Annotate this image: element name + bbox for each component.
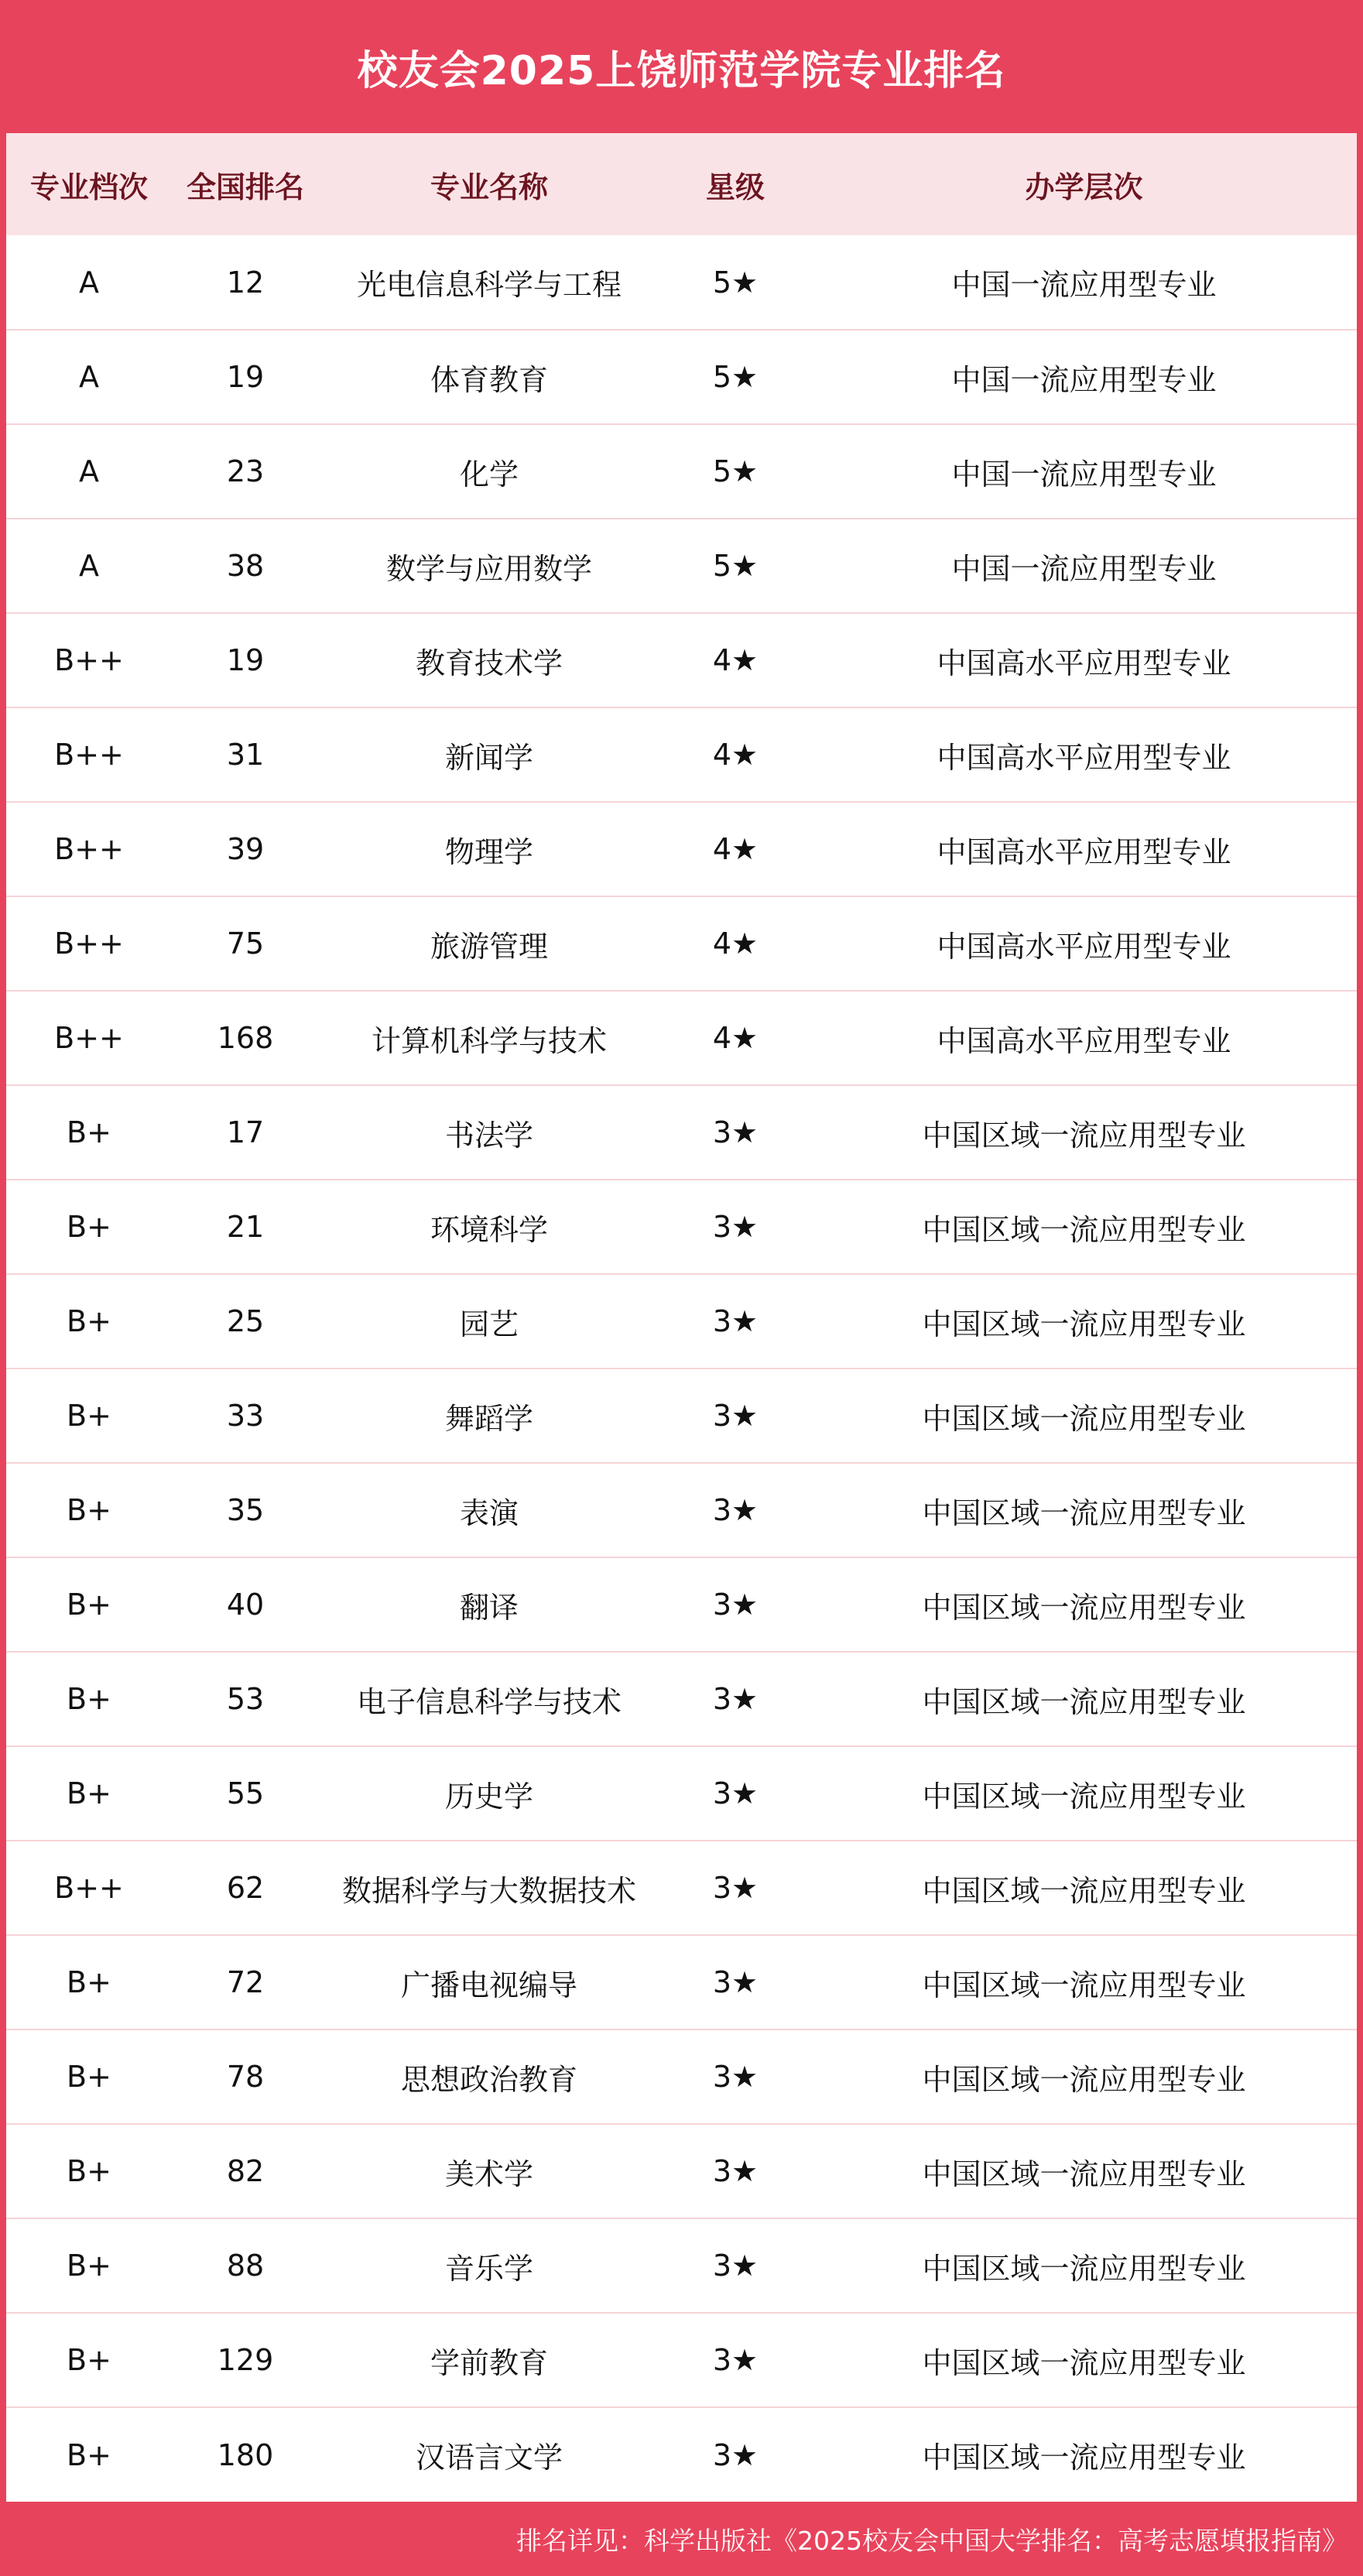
cell-school-level: 中国区域一流应用型专业: [811, 1085, 1357, 1180]
cell-major-grade: A: [79, 265, 99, 300]
cell-major-grade: B++: [6, 991, 172, 1085]
table-row: [6, 802, 1357, 896]
table-row: [6, 707, 1357, 802]
cell-school-level: 中国区域一流应用型专业: [811, 2313, 1357, 2407]
cell-star-level: 5★: [659, 424, 811, 519]
cell-national-rank: 62: [172, 1841, 319, 1935]
cell-national-rank: 25: [172, 1274, 319, 1368]
cell-star-level: 4★: [659, 896, 811, 991]
cell-national-rank: 31: [172, 707, 319, 802]
table-row: [6, 2218, 1357, 2313]
cell-star-level: 5★: [659, 519, 811, 613]
table-row: [6, 2313, 1357, 2407]
cell-school-level: 中国高水平应用型专业: [811, 991, 1357, 1085]
cell-major-name: 体育教育: [319, 330, 659, 424]
cell-school-level: 中国一流应用型专业: [811, 330, 1357, 424]
table-row: [6, 896, 1357, 991]
cell-national-rank: 38: [172, 519, 319, 613]
cell-school-level: 中国区域一流应用型专业: [811, 1180, 1357, 1274]
cell-major-grade: B+: [6, 2313, 172, 2407]
table-row: [6, 1463, 1357, 1557]
cell-national-rank: 39: [172, 802, 319, 896]
cell-school-level: 中国区域一流应用型专业: [811, 1463, 1357, 1557]
cell-major-name: 历史学: [319, 1746, 659, 1841]
table-row: [6, 1557, 1357, 1652]
cell-major-grade: B+: [6, 1085, 172, 1180]
cell-major-name: 广播电视编导: [319, 1935, 659, 2030]
cell-star-level: 5★: [659, 330, 811, 424]
cell-national-rank: 40: [172, 1557, 319, 1652]
table-row: [6, 2407, 1357, 2502]
table-row: [6, 519, 1357, 613]
cell-national-rank: 23: [172, 424, 319, 519]
table-row: [6, 613, 1357, 707]
cell-star-level: 5★: [712, 265, 759, 300]
table-row: [6, 330, 1357, 424]
cell-school-level: 中国区域一流应用型专业: [811, 2218, 1357, 2313]
cell-star-level: 4★: [659, 802, 811, 896]
cell-national-rank: 75: [172, 896, 319, 991]
cell-school-level: 中国高水平应用型专业: [811, 896, 1357, 991]
table-row: [6, 1935, 1357, 2030]
cell-star-level: 3★: [659, 1463, 811, 1557]
cell-major-grade: B+: [6, 1463, 172, 1557]
cell-major-name: 思想政治教育: [319, 2030, 659, 2124]
source-footnote: 排名详见：科学出版社《2025校友会中国大学排名：高考志愿填报指南》: [516, 2525, 1348, 2556]
cell-star-level: 3★: [659, 1274, 811, 1368]
cell-national-rank: 88: [172, 2218, 319, 2313]
table-row: [6, 235, 1357, 330]
cell-school-level: 中国区域一流应用型专业: [811, 1841, 1357, 1935]
cell-major-name: 翻译: [319, 1557, 659, 1652]
header-major-name: 专业名称: [430, 170, 548, 204]
cell-national-rank: 78: [172, 2030, 319, 2124]
cell-major-grade: B+: [6, 1557, 172, 1652]
table-row: [6, 991, 1357, 1085]
cell-school-level: 中国高水平应用型专业: [811, 802, 1357, 896]
cell-major-grade: A: [6, 519, 172, 613]
cell-major-name: 光电信息科学与工程: [356, 268, 622, 302]
cell-major-name: 表演: [319, 1463, 659, 1557]
cell-major-name: 教育技术学: [319, 613, 659, 707]
cell-major-name: 学前教育: [319, 2313, 659, 2407]
cell-national-rank: 72: [172, 1935, 319, 2030]
cell-star-level: 3★: [659, 2407, 811, 2502]
cell-school-level: 中国区域一流应用型专业: [811, 1746, 1357, 1841]
table-row: [6, 1652, 1357, 1746]
cell-national-rank: 53: [172, 1652, 319, 1746]
cell-national-rank: 129: [172, 2313, 319, 2407]
cell-star-level: 3★: [659, 1935, 811, 2030]
cell-major-grade: B+: [6, 2030, 172, 2124]
header-major-grade: 专业档次: [29, 170, 148, 204]
cell-major-grade: B+: [6, 2218, 172, 2313]
cell-star-level: 4★: [659, 707, 811, 802]
table-row: [6, 1180, 1357, 1274]
cell-school-level: 中国区域一流应用型专业: [811, 1557, 1357, 1652]
cell-major-name: 数学与应用数学: [319, 519, 659, 613]
table-row: [6, 1746, 1357, 1841]
cell-major-name: 电子信息科学与技术: [319, 1652, 659, 1746]
ranking-table-panel: [6, 133, 1357, 2502]
cell-major-grade: B+: [6, 1652, 172, 1746]
table-row: [6, 1085, 1357, 1180]
ranking-table: [6, 133, 1357, 2502]
cell-star-level: 3★: [659, 1557, 811, 1652]
cell-major-name: 美术学: [319, 2124, 659, 2218]
table-row: [6, 1274, 1357, 1368]
cell-national-rank: 21: [172, 1180, 319, 1274]
cell-major-grade: B+: [6, 1274, 172, 1368]
cell-school-level: 中国区域一流应用型专业: [811, 1935, 1357, 2030]
cell-major-name: 计算机科学与技术: [319, 991, 659, 1085]
cell-star-level: 3★: [659, 1180, 811, 1274]
table-row: [6, 2030, 1357, 2124]
cell-school-level: 中国一流应用型专业: [811, 519, 1357, 613]
cell-major-grade: B+: [6, 2407, 172, 2502]
cell-school-level: 中国一流应用型专业: [811, 424, 1357, 519]
cell-major-name: 音乐学: [319, 2218, 659, 2313]
cell-major-grade: B++: [6, 896, 172, 991]
cell-major-grade: B+: [6, 1935, 172, 2030]
cell-major-name: 环境科学: [319, 1180, 659, 1274]
cell-star-level: 3★: [659, 1085, 811, 1180]
table-row: [6, 1841, 1357, 1935]
cell-national-rank: 19: [172, 613, 319, 707]
cell-school-level: 中国高水平应用型专业: [811, 613, 1357, 707]
cell-major-name: 汉语言文学: [319, 2407, 659, 2502]
cell-national-rank: 55: [172, 1746, 319, 1841]
table-header-row: [6, 133, 1357, 235]
cell-national-rank: 12: [226, 265, 265, 300]
cell-major-name: 旅游管理: [319, 896, 659, 991]
cell-star-level: 3★: [659, 2030, 811, 2124]
cell-major-name: 新闻学: [319, 707, 659, 802]
cell-school-level: 中国区域一流应用型专业: [811, 2407, 1357, 2502]
cell-star-level: 3★: [659, 1841, 811, 1935]
cell-national-rank: 168: [172, 991, 319, 1085]
cell-school-level: 中国区域一流应用型专业: [811, 1652, 1357, 1746]
cell-national-rank: 35: [172, 1463, 319, 1557]
cell-national-rank: 180: [172, 2407, 319, 2502]
cell-major-name: 舞蹈学: [319, 1368, 659, 1463]
cell-major-grade: B+: [6, 1180, 172, 1274]
cell-national-rank: 19: [172, 330, 319, 424]
cell-school-level: 中国区域一流应用型专业: [811, 2030, 1357, 2124]
page-title: 校友会2025上饶师范学院专业排名: [357, 47, 1006, 94]
cell-star-level: 3★: [659, 2313, 811, 2407]
cell-national-rank: 33: [172, 1368, 319, 1463]
cell-major-grade: B+: [6, 1368, 172, 1463]
cell-star-level: 3★: [659, 1746, 811, 1841]
table-body: [6, 235, 1357, 2502]
cell-school-level: 中国高水平应用型专业: [811, 707, 1357, 802]
cell-major-grade: B+: [6, 1746, 172, 1841]
table-row: [6, 424, 1357, 519]
header-star-level: 星级: [705, 170, 765, 204]
cell-major-name: 书法学: [319, 1085, 659, 1180]
cell-major-name: 园艺: [319, 1274, 659, 1368]
cell-major-grade: B++: [6, 802, 172, 896]
cell-national-rank: 17: [172, 1085, 319, 1180]
cell-major-name: 化学: [319, 424, 659, 519]
cell-school-level: 中国区域一流应用型专业: [811, 2124, 1357, 2218]
cell-major-grade: A: [6, 424, 172, 519]
cell-major-grade: B++: [6, 707, 172, 802]
cell-major-grade: A: [6, 330, 172, 424]
cell-star-level: 4★: [659, 613, 811, 707]
cell-major-grade: B++: [6, 613, 172, 707]
cell-major-grade: B+: [6, 2124, 172, 2218]
header-national-rank: 全国排名: [186, 170, 304, 204]
cell-major-grade: B++: [6, 1841, 172, 1935]
cell-star-level: 3★: [659, 2218, 811, 2313]
cell-major-name: 数据科学与大数据技术: [319, 1841, 659, 1935]
cell-school-level: 中国一流应用型专业: [951, 268, 1217, 302]
cell-star-level: 3★: [659, 2124, 811, 2218]
cell-star-level: 3★: [659, 1652, 811, 1746]
table-row: [6, 1368, 1357, 1463]
cell-school-level: 中国区域一流应用型专业: [811, 1368, 1357, 1463]
cell-star-level: 3★: [659, 1368, 811, 1463]
cell-star-level: 4★: [659, 991, 811, 1085]
header-school-level: 办学层次: [1025, 170, 1143, 204]
cell-national-rank: 82: [172, 2124, 319, 2218]
cell-school-level: 中国区域一流应用型专业: [811, 1274, 1357, 1368]
table-row: [6, 2124, 1357, 2218]
cell-major-name: 物理学: [319, 802, 659, 896]
